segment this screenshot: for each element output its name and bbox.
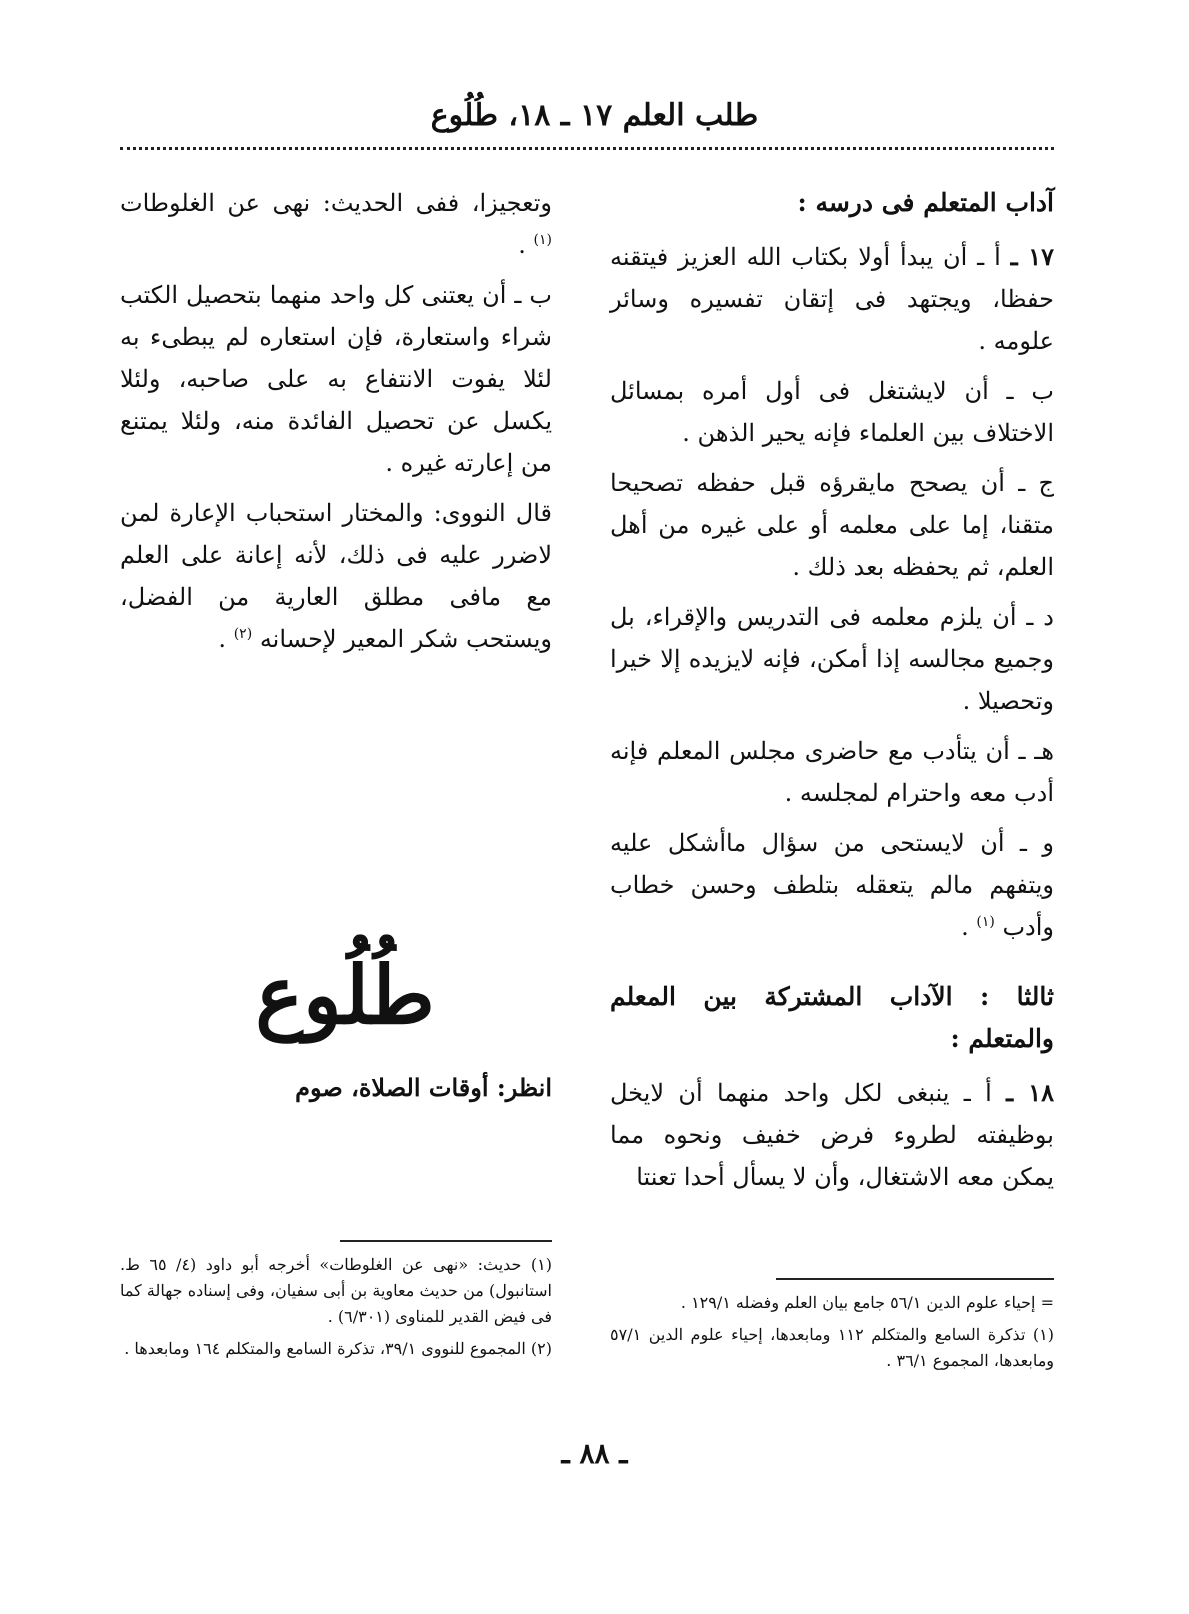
paragraph-d: د ـ أن يلزم معلمه فى التدريس والإقراء، بل وجميع مجالسه إذا أمكن، فإنه لايزيده إلا خيرا وتحصيلا . xyxy=(610,603,1054,715)
see-also-reference: انظر: أوقات الصلاة، صوم xyxy=(295,1073,552,1102)
section-heading-shared-etiquette: ثالثا : الآداب المشتركة بين المعلم والمتعلم : xyxy=(610,982,1054,1053)
left-column xyxy=(120,182,552,668)
page-number: ـ ٨٨ ـ xyxy=(561,1437,628,1470)
paragraph-b-books: ب ـ أن يعتنى كل واحد منهما بتحصيل الكتب شراء واستعارة، فإن استعاره لم يبطىء به لئلا يفوت الانتفاع به على صاحبه، ولئلا يكسل عن تحصيل الفائدة منه، ولئلا يمتنع من إعارته غيره . xyxy=(120,281,552,477)
paragraph-nawawi xyxy=(120,492,552,660)
right-column xyxy=(610,182,1054,1206)
footnote-ref: (١) xyxy=(976,914,995,930)
spacer xyxy=(610,956,1054,976)
footnote-divider-right xyxy=(776,1278,1054,1280)
footnote-1-right: (١) تذكرة السامع والمتكلم ١١٢ ومابعدها، إحياء علوم الدين ٥٧/١ ومابعدها، المجموع ٣٦/١ . xyxy=(610,1325,1055,1370)
section-heading-learner-etiquette: آداب المتعلم فى درسه : xyxy=(797,188,1054,217)
footnote-2-left: (٢) المجموع للنووى ٣٩/١، تذكرة السامع والمتكلم ١٦٤ ومابعدها . xyxy=(124,1339,552,1358)
paragraph-j: ج ـ أن يصحح مايقرؤه قبل حفظه تصحيحا متقنا، إما على معلمه أو على غيره من أهل العلم، ثم يحفظه بعد ذلك . xyxy=(610,469,1054,581)
item-number-18: ١٨ ـ xyxy=(1006,1078,1054,1107)
entry-title: طُلُوع xyxy=(255,948,435,1042)
paragraph-18-text: أ ـ ينبغى لكل واحد منهما أن لايخل بوظيفته لطروء فرض خفيف ونحوه مما يمكن معه الاشتغال، وأن لا يسأل أحدا تعنتا xyxy=(610,1079,1054,1191)
paragraph-17 xyxy=(610,236,1054,362)
footnotes-left xyxy=(120,1252,552,1368)
paragraph-w xyxy=(610,822,1054,948)
paragraph-17-text: أ ـ أن يبدأ أولا بكتاب الله العزيز فيتقنه حفظا، ويجتهد فى إتقان تفسيره وسائر علومه . xyxy=(610,243,1054,355)
paragraph-continuation-end: . xyxy=(518,231,526,259)
item-number-17: ١٧ ـ xyxy=(1010,242,1054,271)
paragraph-w-end: . xyxy=(961,913,969,941)
footnote-continuation-right: = إحياء علوم الدين ٥٦/١ جامع بيان العلم وفضله ١٢٩/١ . xyxy=(680,1293,1054,1312)
footnote-1-left: (١) حديث: «نهى عن الغلوطات» أخرجه أبو داود (٤/ ٦٥ ط. استانبول) من حديث معاوية بن أبى سفيان، وفى إسناده جهالة كما فى فيض القدير للمناوى (٦/٣٠١) . xyxy=(120,1255,553,1326)
paragraph-b: ب ـ أن لايشتغل فى أول أمره بمسائل الاختلاف بين العلماء فإنه يحير الذهن . xyxy=(610,377,1054,447)
footnotes-right xyxy=(610,1290,1054,1380)
running-header: طلب العلم ١٧ ـ ١٨، طُلُوع xyxy=(430,98,759,133)
footnote-ref: (١) xyxy=(533,232,552,248)
header-dotted-divider xyxy=(120,147,1054,150)
paragraph-continuation xyxy=(120,182,552,266)
paragraph-h: هـ ـ أن يتأدب مع حاضرى مجلس المعلم فإنه أدب معه واحترام لمجلسه . xyxy=(610,737,1054,807)
paragraph-nawawi-end: . xyxy=(218,625,227,653)
paragraph-w-text: و ـ أن لايستحى من سؤال ماأشكل عليه ويتفهم مالم يتعقله بتلطف وحسن خطاب وأدب xyxy=(610,829,1054,941)
footnote-divider-left xyxy=(340,1240,552,1242)
paragraph-18 xyxy=(610,1072,1054,1198)
paragraph-continuation-text: وتعجيزا، ففى الحديث: نهى عن الغلوطات xyxy=(120,189,552,217)
footnote-ref: (٢) xyxy=(233,626,253,642)
paragraph-nawawi-text: قال النووى: والمختار استحباب الإعارة لمن لاضرر عليه فى ذلك، لأنه إعانة على العلم مع مافى مطلق العارية من الفضل، ويستحب شكر المعير لإحسانه xyxy=(120,499,552,653)
